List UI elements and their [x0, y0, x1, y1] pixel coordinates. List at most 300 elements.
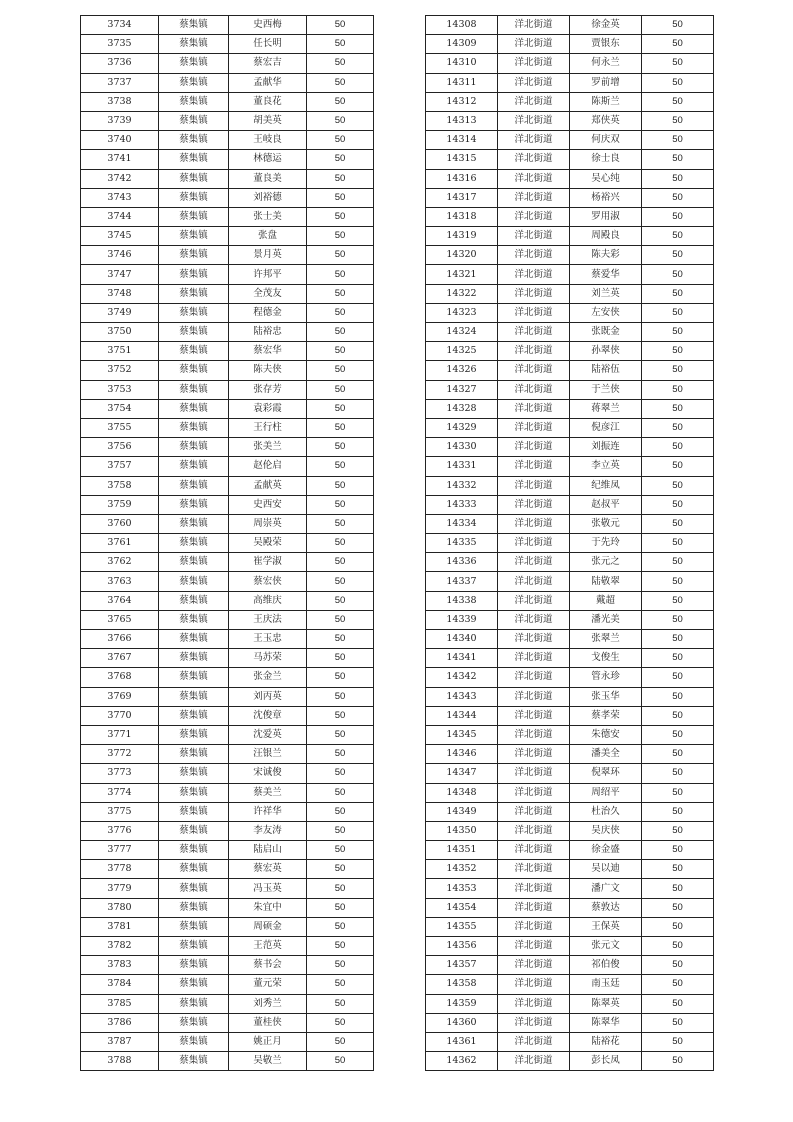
town-cell: 洋北街道	[498, 783, 570, 802]
table-row	[426, 860, 714, 879]
town-cell: 蔡集镇	[159, 476, 229, 495]
town-cell: 蔡集镇	[159, 534, 229, 553]
name-cell: 史西安	[229, 495, 307, 514]
town-cell: 洋北街道	[498, 956, 570, 975]
serial-number-cell: 3771	[81, 725, 159, 744]
table-row	[81, 1052, 374, 1071]
town-cell: 蔡集镇	[159, 342, 229, 361]
serial-number-cell: 3765	[81, 610, 159, 629]
town-cell: 洋北街道	[498, 668, 570, 687]
amount-cell: 50	[307, 687, 374, 706]
table-row	[81, 553, 374, 572]
town-cell: 洋北街道	[498, 591, 570, 610]
table-row	[81, 783, 374, 802]
town-cell: 洋北街道	[498, 323, 570, 342]
table-row	[426, 706, 714, 725]
name-cell: 于先玲	[570, 534, 642, 553]
amount-cell: 50	[642, 111, 714, 130]
amount-cell: 50	[307, 534, 374, 553]
table-row	[426, 821, 714, 840]
name-cell: 陆启山	[229, 841, 307, 860]
serial-number-cell: 14357	[426, 956, 498, 975]
amount-cell: 50	[642, 994, 714, 1013]
name-cell: 赵伦启	[229, 457, 307, 476]
table-row	[81, 917, 374, 936]
town-cell: 洋北街道	[498, 284, 570, 303]
town-cell: 蔡集镇	[159, 188, 229, 207]
serial-number-cell: 14346	[426, 745, 498, 764]
serial-number-cell: 14338	[426, 591, 498, 610]
table-row	[81, 246, 374, 265]
table-row	[426, 745, 714, 764]
serial-number-cell: 14311	[426, 73, 498, 92]
serial-number-cell: 3779	[81, 879, 159, 898]
name-cell: 董良花	[229, 92, 307, 111]
town-cell: 洋北街道	[498, 476, 570, 495]
town-cell: 蔡集镇	[159, 169, 229, 188]
table-row	[81, 668, 374, 687]
table-row	[81, 725, 374, 744]
serial-number-cell: 3776	[81, 821, 159, 840]
amount-cell: 50	[307, 495, 374, 514]
amount-cell: 50	[307, 706, 374, 725]
town-cell: 蔡集镇	[159, 572, 229, 591]
town-cell: 蔡集镇	[159, 131, 229, 150]
serial-number-cell: 3758	[81, 476, 159, 495]
amount-cell: 50	[307, 610, 374, 629]
amount-cell: 50	[642, 1052, 714, 1071]
town-cell: 洋北街道	[498, 342, 570, 361]
name-cell: 蒋翠兰	[570, 399, 642, 418]
table-row	[81, 898, 374, 917]
amount-cell: 50	[642, 54, 714, 73]
serial-number-cell: 14362	[426, 1052, 498, 1071]
name-cell: 陈夫侠	[229, 361, 307, 380]
amount-cell: 50	[307, 342, 374, 361]
serial-number-cell: 3774	[81, 783, 159, 802]
name-cell: 王岐良	[229, 131, 307, 150]
amount-cell: 50	[307, 150, 374, 169]
name-cell: 刘兰英	[570, 284, 642, 303]
table-row	[426, 668, 714, 687]
town-cell: 蔡集镇	[159, 495, 229, 514]
table-row	[81, 111, 374, 130]
serial-number-cell: 14317	[426, 188, 498, 207]
amount-cell: 50	[307, 956, 374, 975]
serial-number-cell: 3754	[81, 399, 159, 418]
table-row	[426, 265, 714, 284]
table-row	[81, 131, 374, 150]
amount-cell: 50	[642, 246, 714, 265]
name-cell: 蔡爱华	[570, 265, 642, 284]
amount-cell: 50	[642, 649, 714, 668]
serial-number-cell: 14326	[426, 361, 498, 380]
amount-cell: 50	[307, 16, 374, 35]
town-cell: 蔡集镇	[159, 937, 229, 956]
table-row	[426, 630, 714, 649]
name-cell: 杨裕兴	[570, 188, 642, 207]
table-row	[81, 745, 374, 764]
serial-number-cell: 14356	[426, 937, 498, 956]
town-cell: 蔡集镇	[159, 457, 229, 476]
amount-cell: 50	[642, 745, 714, 764]
town-cell: 蔡集镇	[159, 879, 229, 898]
amount-cell: 50	[307, 1032, 374, 1051]
name-cell: 汪银兰	[229, 745, 307, 764]
name-cell: 任长明	[229, 35, 307, 54]
amount-cell: 50	[642, 668, 714, 687]
town-cell: 蔡集镇	[159, 630, 229, 649]
name-cell: 张美兰	[229, 438, 307, 457]
name-cell: 张翠兰	[570, 630, 642, 649]
name-cell: 张既金	[570, 323, 642, 342]
table-row	[426, 534, 714, 553]
table-row	[81, 418, 374, 437]
serial-number-cell: 3769	[81, 687, 159, 706]
name-cell: 林德运	[229, 150, 307, 169]
name-cell: 董良美	[229, 169, 307, 188]
serial-number-cell: 14336	[426, 553, 498, 572]
serial-number-cell: 14342	[426, 668, 498, 687]
amount-cell: 50	[642, 92, 714, 111]
table-row	[426, 687, 714, 706]
name-cell: 蔡宏侠	[229, 572, 307, 591]
town-cell: 蔡集镇	[159, 687, 229, 706]
amount-cell: 50	[307, 802, 374, 821]
table-row	[426, 994, 714, 1013]
name-cell: 潘广文	[570, 879, 642, 898]
amount-cell: 50	[307, 227, 374, 246]
serial-number-cell: 14344	[426, 706, 498, 725]
amount-cell: 50	[642, 591, 714, 610]
name-cell: 蔡敦达	[570, 898, 642, 917]
town-cell: 蔡集镇	[159, 841, 229, 860]
amount-cell: 50	[642, 1032, 714, 1051]
table-row	[426, 438, 714, 457]
town-cell: 蔡集镇	[159, 303, 229, 322]
amount-cell: 50	[642, 495, 714, 514]
left-table	[80, 15, 374, 1071]
town-cell: 蔡集镇	[159, 54, 229, 73]
town-cell: 洋北街道	[498, 150, 570, 169]
amount-cell: 50	[642, 207, 714, 226]
amount-cell: 50	[642, 764, 714, 783]
amount-cell: 50	[642, 783, 714, 802]
serial-number-cell: 3734	[81, 16, 159, 35]
amount-cell: 50	[642, 438, 714, 457]
serial-number-cell: 3737	[81, 73, 159, 92]
serial-number-cell: 3780	[81, 898, 159, 917]
serial-number-cell: 3755	[81, 418, 159, 437]
name-cell: 刘丙英	[229, 687, 307, 706]
amount-cell: 50	[642, 630, 714, 649]
serial-number-cell: 3768	[81, 668, 159, 687]
amount-cell: 50	[307, 937, 374, 956]
amount-cell: 50	[642, 841, 714, 860]
amount-cell: 50	[307, 860, 374, 879]
amount-cell: 50	[642, 802, 714, 821]
table-row	[81, 937, 374, 956]
town-cell: 洋北街道	[498, 514, 570, 533]
name-cell: 张敬元	[570, 514, 642, 533]
serial-number-cell: 14314	[426, 131, 498, 150]
town-cell: 洋北街道	[498, 16, 570, 35]
town-cell: 蔡集镇	[159, 150, 229, 169]
amount-cell: 50	[307, 783, 374, 802]
amount-cell: 50	[307, 668, 374, 687]
name-cell: 戈俊生	[570, 649, 642, 668]
town-cell: 洋北街道	[498, 917, 570, 936]
amount-cell: 50	[642, 361, 714, 380]
amount-cell: 50	[642, 73, 714, 92]
town-cell: 洋北街道	[498, 975, 570, 994]
town-cell: 蔡集镇	[159, 284, 229, 303]
serial-number-cell: 14350	[426, 821, 498, 840]
town-cell: 蔡集镇	[159, 514, 229, 533]
town-cell: 蔡集镇	[159, 553, 229, 572]
amount-cell: 50	[642, 1013, 714, 1032]
amount-cell: 50	[642, 227, 714, 246]
serial-number-cell: 3787	[81, 1032, 159, 1051]
table-row	[426, 92, 714, 111]
serial-number-cell: 3750	[81, 323, 159, 342]
town-cell: 洋北街道	[498, 207, 570, 226]
amount-cell: 50	[307, 246, 374, 265]
name-cell: 左安侠	[570, 303, 642, 322]
serial-number-cell: 14333	[426, 495, 498, 514]
serial-number-cell: 3775	[81, 802, 159, 821]
amount-cell: 50	[307, 438, 374, 457]
town-cell: 洋北街道	[498, 725, 570, 744]
amount-cell: 50	[307, 54, 374, 73]
amount-cell: 50	[307, 725, 374, 744]
table-row	[426, 342, 714, 361]
amount-cell: 50	[642, 457, 714, 476]
table-row	[426, 361, 714, 380]
left-table-body	[81, 16, 374, 1071]
name-cell: 董桂侠	[229, 1013, 307, 1032]
amount-cell: 50	[642, 399, 714, 418]
table-row	[426, 1032, 714, 1051]
name-cell: 张士美	[229, 207, 307, 226]
serial-number-cell: 3745	[81, 227, 159, 246]
amount-cell: 50	[307, 35, 374, 54]
table-row	[426, 879, 714, 898]
name-cell: 孙翠侠	[570, 342, 642, 361]
table-row	[426, 284, 714, 303]
table-row	[426, 457, 714, 476]
serial-number-cell: 3736	[81, 54, 159, 73]
town-cell: 洋北街道	[498, 92, 570, 111]
serial-number-cell: 3778	[81, 860, 159, 879]
name-cell: 周绍平	[570, 783, 642, 802]
name-cell: 沈爱英	[229, 725, 307, 744]
serial-number-cell: 3786	[81, 1013, 159, 1032]
name-cell: 吴庆侠	[570, 821, 642, 840]
amount-cell: 50	[307, 380, 374, 399]
town-cell: 蔡集镇	[159, 649, 229, 668]
amount-cell: 50	[307, 553, 374, 572]
table-row	[81, 630, 374, 649]
name-cell: 姚正月	[229, 1032, 307, 1051]
town-cell: 蔡集镇	[159, 1052, 229, 1071]
town-cell: 洋北街道	[498, 841, 570, 860]
serial-number-cell: 14331	[426, 457, 498, 476]
name-cell: 程德金	[229, 303, 307, 322]
serial-number-cell: 14335	[426, 534, 498, 553]
serial-number-cell: 3744	[81, 207, 159, 226]
serial-number-cell: 3784	[81, 975, 159, 994]
serial-number-cell: 14341	[426, 649, 498, 668]
table-row	[426, 725, 714, 744]
table-row	[81, 591, 374, 610]
town-cell: 洋北街道	[498, 994, 570, 1013]
amount-cell: 50	[307, 841, 374, 860]
town-cell: 洋北街道	[498, 1032, 570, 1051]
town-cell: 洋北街道	[498, 687, 570, 706]
name-cell: 徐金盛	[570, 841, 642, 860]
amount-cell: 50	[307, 649, 374, 668]
name-cell: 王范英	[229, 937, 307, 956]
table-row	[426, 937, 714, 956]
serial-number-cell: 14359	[426, 994, 498, 1013]
town-cell: 洋北街道	[498, 227, 570, 246]
amount-cell: 50	[642, 150, 714, 169]
serial-number-cell: 3751	[81, 342, 159, 361]
town-cell: 洋北街道	[498, 572, 570, 591]
name-cell: 王保英	[570, 917, 642, 936]
amount-cell: 50	[307, 879, 374, 898]
table-row	[426, 1013, 714, 1032]
table-row	[81, 534, 374, 553]
name-cell: 沈俊章	[229, 706, 307, 725]
amount-cell: 50	[642, 131, 714, 150]
table-row	[81, 303, 374, 322]
serial-number-cell: 3746	[81, 246, 159, 265]
serial-number-cell: 3773	[81, 764, 159, 783]
town-cell: 蔡集镇	[159, 591, 229, 610]
table-row	[81, 457, 374, 476]
serial-number-cell: 14355	[426, 917, 498, 936]
name-cell: 管永珍	[570, 668, 642, 687]
name-cell: 彭长凤	[570, 1052, 642, 1071]
table-row	[81, 399, 374, 418]
town-cell: 蔡集镇	[159, 438, 229, 457]
name-cell: 何永兰	[570, 54, 642, 73]
town-cell: 洋北街道	[498, 534, 570, 553]
name-cell: 潘光美	[570, 610, 642, 629]
table-row	[81, 610, 374, 629]
table-row	[81, 169, 374, 188]
name-cell: 刘秀兰	[229, 994, 307, 1013]
town-cell: 蔡集镇	[159, 821, 229, 840]
town-cell: 洋北街道	[498, 457, 570, 476]
table-row	[81, 265, 374, 284]
table-row	[426, 975, 714, 994]
name-cell: 张元之	[570, 553, 642, 572]
table-row	[426, 188, 714, 207]
serial-number-cell: 3770	[81, 706, 159, 725]
town-cell: 蔡集镇	[159, 35, 229, 54]
serial-number-cell: 3782	[81, 937, 159, 956]
town-cell: 洋北街道	[498, 54, 570, 73]
town-cell: 蔡集镇	[159, 380, 229, 399]
serial-number-cell: 3753	[81, 380, 159, 399]
amount-cell: 50	[642, 476, 714, 495]
name-cell: 南玉廷	[570, 975, 642, 994]
name-cell: 纪维凤	[570, 476, 642, 495]
town-cell: 蔡集镇	[159, 764, 229, 783]
town-cell: 洋北街道	[498, 764, 570, 783]
town-cell: 洋北街道	[498, 111, 570, 130]
town-cell: 蔡集镇	[159, 994, 229, 1013]
serial-number-cell: 3767	[81, 649, 159, 668]
serial-number-cell: 14340	[426, 630, 498, 649]
serial-number-cell: 3743	[81, 188, 159, 207]
table-row	[426, 399, 714, 418]
town-cell: 蔡集镇	[159, 706, 229, 725]
name-cell: 陈夫彩	[570, 246, 642, 265]
serial-number-cell: 14315	[426, 150, 498, 169]
name-cell: 孟献华	[229, 73, 307, 92]
town-cell: 洋北街道	[498, 553, 570, 572]
table-row	[81, 73, 374, 92]
table-row	[426, 956, 714, 975]
serial-number-cell: 14361	[426, 1032, 498, 1051]
table-row	[81, 821, 374, 840]
table-row	[426, 35, 714, 54]
serial-number-cell: 14320	[426, 246, 498, 265]
serial-number-cell: 14323	[426, 303, 498, 322]
name-cell: 孟献英	[229, 476, 307, 495]
serial-number-cell: 3788	[81, 1052, 159, 1071]
name-cell: 袁彩霞	[229, 399, 307, 418]
table-row	[426, 514, 714, 533]
town-cell: 蔡集镇	[159, 323, 229, 342]
name-cell: 陈斯兰	[570, 92, 642, 111]
town-cell: 洋北街道	[498, 399, 570, 418]
amount-cell: 50	[642, 975, 714, 994]
table-row	[81, 994, 374, 1013]
serial-number-cell: 14318	[426, 207, 498, 226]
name-cell: 许祥华	[229, 802, 307, 821]
table-row	[426, 323, 714, 342]
serial-number-cell: 14308	[426, 16, 498, 35]
town-cell: 蔡集镇	[159, 111, 229, 130]
amount-cell: 50	[642, 284, 714, 303]
table-row	[426, 16, 714, 35]
amount-cell: 50	[307, 572, 374, 591]
amount-cell: 50	[307, 284, 374, 303]
amount-cell: 50	[642, 937, 714, 956]
name-cell: 祁伯俊	[570, 956, 642, 975]
amount-cell: 50	[642, 956, 714, 975]
serial-number-cell: 3741	[81, 150, 159, 169]
name-cell: 陆敬翠	[570, 572, 642, 591]
name-cell: 马苏荣	[229, 649, 307, 668]
amount-cell: 50	[307, 975, 374, 994]
town-cell: 洋北街道	[498, 418, 570, 437]
table-row	[81, 188, 374, 207]
amount-cell: 50	[307, 169, 374, 188]
serial-number-cell: 14353	[426, 879, 498, 898]
table-row	[81, 323, 374, 342]
serial-number-cell: 3777	[81, 841, 159, 860]
name-cell: 陆裕花	[570, 1032, 642, 1051]
town-cell: 洋北街道	[498, 131, 570, 150]
table-row	[81, 16, 374, 35]
amount-cell: 50	[642, 514, 714, 533]
